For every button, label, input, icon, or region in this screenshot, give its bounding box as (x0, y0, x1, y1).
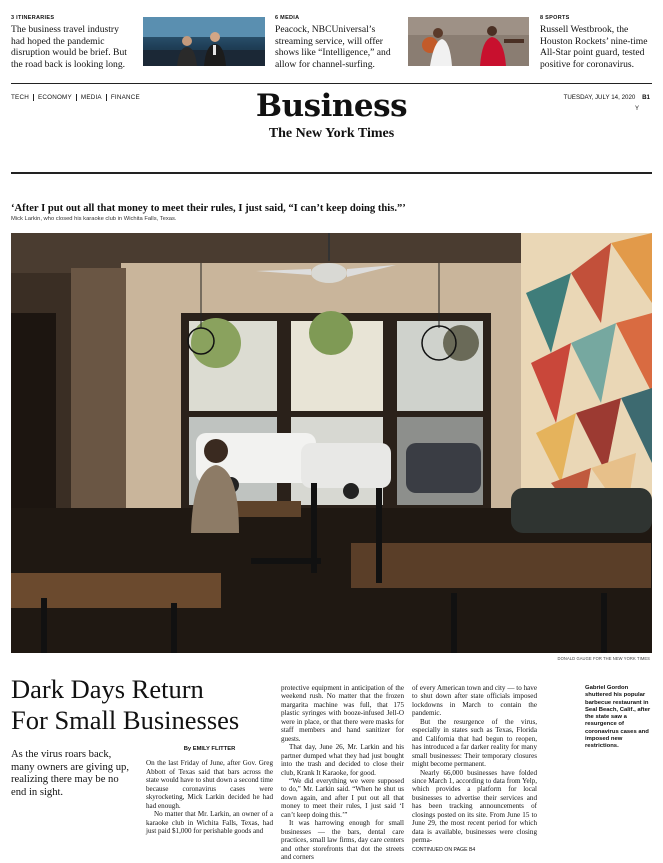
headline-line-2: For Small Businesses (11, 705, 240, 735)
teaser-itineraries[interactable] (11, 15, 129, 70)
teaser-media[interactable] (275, 15, 393, 70)
nav-tech[interactable]: TECH (11, 94, 34, 101)
paragraph: That day, June 26, Mr. Larkin and his partner dumped what they had just bought into the trash and decided to close their club, Krank It Karaoke, for good. (281, 743, 404, 777)
media-photo-illustration (143, 17, 265, 66)
paragraph: No matter that Mr. Larkin, an owner of a karaoke club in Wichita Falls, Texas, had just paid $1,000 for perishable goods and (146, 810, 273, 836)
headline-line-1: Dark Days Return (11, 674, 204, 704)
article-col-2 (281, 684, 404, 862)
teaser-text: The business travel industry had hoped the pandemic disruption would be brief. But the road back is looking long. (11, 24, 127, 70)
paragraph: But the resurgence of the virus, especially in states such as Texas, Florida and California that had begun to reopen, has introduced a far darker reality for many small businesses: Their temporary closures might become permanent. (412, 717, 537, 769)
photo-credit: DONALD GAUGE FOR THE NEW YORK TIMES (557, 656, 650, 661)
page-number: B1 (642, 94, 650, 101)
pull-quote-caption: Mick Larkin, who closed his karaoke club in Wichita Falls, Texas. (11, 216, 177, 222)
teaser-kicker: 8 SPORTS (540, 15, 570, 21)
teaser-media-image[interactable] (143, 17, 265, 66)
paragraph: “We did everything we were supposed to do,” Mr. Larkin said. “When he shut us down again, and after I put out all that money to meet their rules, I just said ‘I can’t keep doing this.’” (281, 776, 404, 819)
teaser-text: Russell Westbrook, the Houston Rockets’ nine-time All-Star point guard, tested positive for coronavirus. (540, 24, 648, 70)
section-title: Business (255, 88, 408, 124)
nav-finance[interactable]: FINANCE (110, 94, 140, 101)
nav-media[interactable]: MEDIA (77, 94, 107, 101)
date: TUESDAY, JULY 14, 2020 (563, 94, 636, 101)
nyt-logo: The New York Times (268, 126, 395, 141)
paragraph: On the last Friday of June, after Gov. Greg Abbott of Texas said that bars across the state would have to shut down a second time because coronavirus cases were skyrocketing, Mick Larkin decided he had had enough. (146, 759, 273, 810)
article-col-1 (146, 745, 273, 836)
paragraph: of every American town and city — to have to shut down after state officials imposed lockdowns in March to contain the pandemic. (412, 684, 537, 718)
pull-quote: ‘After I put out all that money to meet their rules, I just said, “I can’t keep doing this.”’ (11, 203, 406, 214)
lead-photo-illustration (11, 233, 652, 653)
section-nav (11, 94, 140, 101)
teaser-sports[interactable] (540, 15, 656, 70)
article-col-3 (412, 684, 537, 854)
paragraph: Nearly 66,000 businesses have folded since March 1, according to data from Yelp, which provides a platform for local businesses to advertise their services and has been tracking announcements of closings posted on its site. From June 15 to June 29, the most recent period for which data is available, businesses were closing perma- (412, 768, 537, 845)
teaser-kicker: 3 ITINERARIES (11, 15, 55, 21)
headline[interactable] (11, 674, 273, 736)
teaser-sports-image[interactable] (408, 17, 529, 66)
teaser-divider (11, 83, 652, 84)
lead-photo[interactable] (11, 233, 652, 653)
paragraph: It was harrowing enough for small businesses — the bars, dental care practices, small law firms, day care centers and other storefronts that dot the streets and corners (281, 819, 404, 862)
paragraph: protective equipment in anticipation of the weekend rush. No matter that the frozen margarita machine was full, that 175 plastic syringes with booze-infused Jell-O were in place, or that there were masks for staff members and hand sanitizer for guests. (281, 684, 404, 743)
side-photo-caption: Gabriel Gordon shuttered his popular barbecue restaurant in Seal Beach, Calif., after the state saw a resurgence of coronavirus cases and imposed new restrictions. (585, 685, 651, 750)
byline: By EMILY FLITTER (183, 746, 236, 752)
sports-photo-illustration (408, 17, 529, 66)
teaser-text: Peacock, NBCUniversal’s streaming service, will offer shows like “Intelligence,” and allow for channel-surfing. (275, 24, 391, 70)
dateline (564, 94, 650, 101)
nav-economy[interactable]: ECONOMY (34, 94, 77, 101)
deck: As the virus roars back, many owners are giving up, realizing there may be no end in sight. (11, 749, 129, 799)
continued-link[interactable]: CONTINUED ON PAGE B4 (412, 846, 476, 853)
teaser-kicker: 6 MEDIA (275, 15, 300, 21)
edition-letter: Y (635, 106, 640, 112)
masthead-rule (11, 172, 652, 174)
